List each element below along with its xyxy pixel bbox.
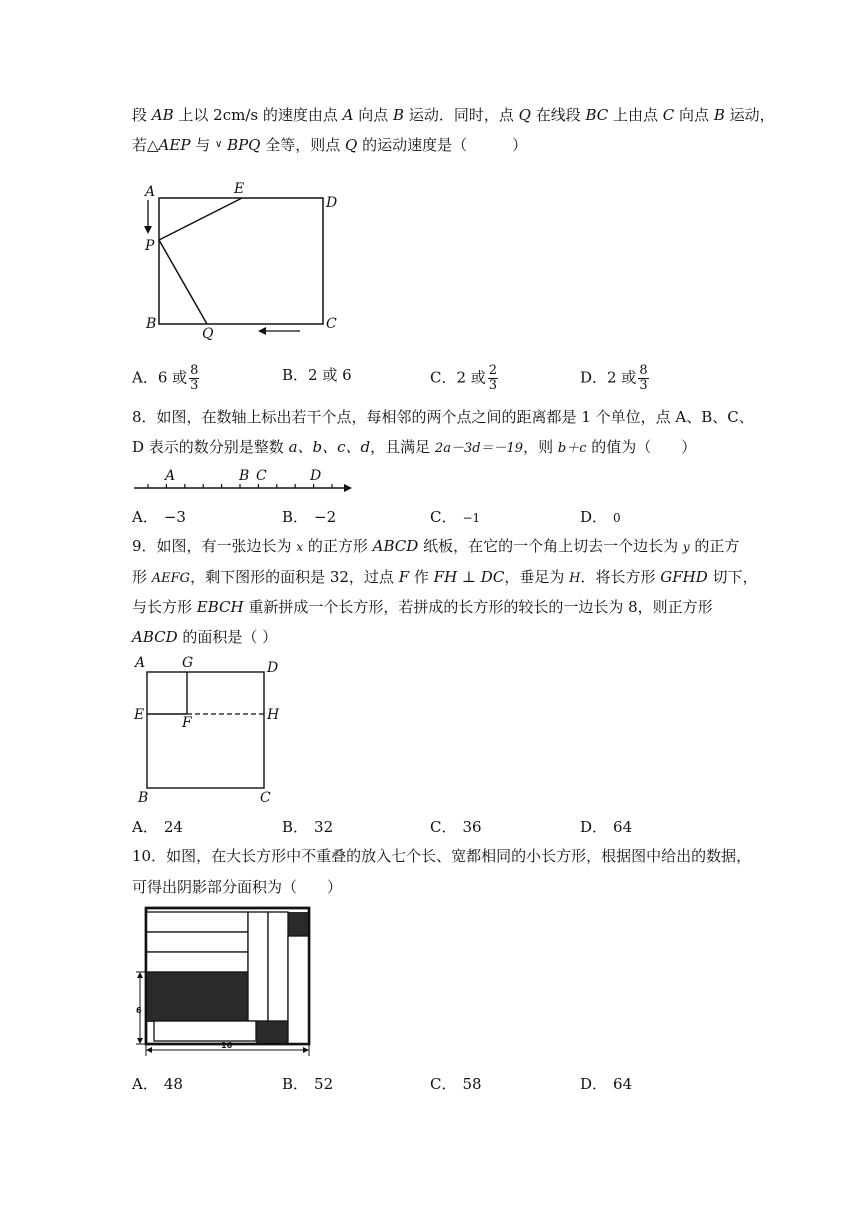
q9-label-d: D (267, 660, 279, 676)
q7-stem-line2: 若△AEP 与 ∨ BPQ 全等，则点 Q 的运动速度是（ ） (132, 136, 528, 154)
q10-small-rect-1 (146, 912, 248, 932)
q9-option-d[interactable]: D． 64 (580, 818, 633, 836)
q7-option-a[interactable]: A．6 或 $\frac{8}{3}$ (132, 363, 199, 393)
q9-label-a: A (135, 655, 146, 671)
q7-label-c: C (326, 316, 337, 332)
q9-label-g: G (182, 655, 194, 671)
q7-label-e: E (234, 181, 245, 197)
q8-option-d[interactable]: D． 0 (580, 508, 621, 526)
q10-option-b[interactable]: B． 52 (282, 1075, 334, 1093)
q8-label-c: C (256, 468, 267, 484)
q10-option-d[interactable]: D． 64 (580, 1075, 633, 1093)
q10-small-rect-7 (154, 1021, 256, 1041)
q10-shaded-bottom (256, 1021, 288, 1044)
q9-square-figure (130, 654, 290, 808)
q9-label-f: F (182, 715, 192, 731)
q9-stem-line2: 形 AEFG，剩下图形的面积是 32，过点 F 作 FH ⊥ DC，垂足为 H．将长方形 GFHD 切下， (132, 568, 758, 586)
q7-label-b: B (146, 316, 157, 332)
q8-label-a: A (165, 468, 176, 484)
q10-small-rect-2 (146, 932, 248, 952)
q10-dim-height: 6 (136, 1006, 142, 1015)
q9-label-b: B (138, 790, 149, 806)
q10-option-c[interactable]: C． 58 (430, 1075, 482, 1093)
q7-segment-pe (159, 198, 242, 240)
q7-label-p: P (145, 238, 155, 254)
q9-label-e: E (134, 707, 145, 723)
q7-label-a: A (145, 184, 156, 200)
q7-option-b[interactable]: B．2 或 6 (282, 366, 352, 384)
q9-stem-line1: 9．如图，有一张边长为 x 的正方形 ABCD 纸板，在它的一个角上切去一个边长为 y 的正方 (132, 537, 740, 555)
q10-small-rect-4 (248, 912, 268, 1021)
q10-small-rect-3 (146, 952, 248, 972)
q8-label-d: D (310, 468, 322, 484)
q7-stem-line1: 段 AB 上以 2cm/s 的速度由点 A 向点 B 运动．同时，点 Q 在线段 BC 上由点 C 向点 B 运动， (132, 106, 775, 124)
q10-rectangles-figure (130, 904, 315, 1064)
q7-option-d[interactable]: D．2 或 $\frac{8}{3}$ (580, 363, 648, 393)
q8-option-a[interactable]: A． −3 (132, 508, 186, 526)
q9-stem-line3: 与长方形 EBCH 重新拼成一个长方形，若拼成的长方形的较长的一边长为 8，则正方形 (132, 598, 713, 616)
q10-small-rect-5 (268, 912, 288, 1021)
q7-label-q: Q (202, 326, 214, 342)
q10-shaded-left (146, 972, 248, 1022)
q9-stem-line4: ABCD 的面积是（ ） (132, 628, 278, 646)
q9-option-a[interactable]: A． 24 (132, 818, 183, 836)
q8-stem-line1: 8．如图，在数轴上标出若干个点，每相邻的两个点之间的距离都是 1 个单位，点 A、B、C、 (132, 408, 754, 426)
q8-label-b: B (239, 468, 250, 484)
q8-option-c[interactable]: C． −1 (430, 508, 481, 526)
q10-stem-line1: 10．如图，在大长方形中不重叠的放入七个长、宽都相同的小长方形，根据图中给出的数据， (132, 847, 752, 865)
q9-option-c[interactable]: C． 36 (430, 818, 482, 836)
q8-number-line (130, 466, 360, 500)
q10-dim-width: 16 (221, 1041, 233, 1050)
q10-small-rect-6 (288, 936, 309, 1044)
q10-stem-line2: 可得出阴影部分面积为（ ） (132, 878, 343, 896)
q8-stem-line2: D 表示的数分别是整数 a、b、c、d，且满足 2a－3d＝－19，则 b＋c 的值为（ ） (132, 438, 697, 456)
q9-square-abcd (147, 672, 264, 788)
q10-option-a[interactable]: A． 48 (132, 1075, 183, 1093)
q9-label-c: C (260, 790, 271, 806)
q9-option-b[interactable]: B． 32 (282, 818, 334, 836)
q7-option-c[interactable]: C．2 或 $\frac{2}{3}$ (430, 363, 498, 393)
q7-label-d: D (326, 195, 338, 211)
q7-rectangle-figure (140, 180, 350, 340)
q7-segment-pq (159, 240, 207, 324)
q7-rect-abcd (159, 198, 323, 324)
q8-option-b[interactable]: B． −2 (282, 508, 337, 526)
q10-shaded-top-right (288, 912, 309, 936)
q9-label-h: H (267, 707, 280, 723)
